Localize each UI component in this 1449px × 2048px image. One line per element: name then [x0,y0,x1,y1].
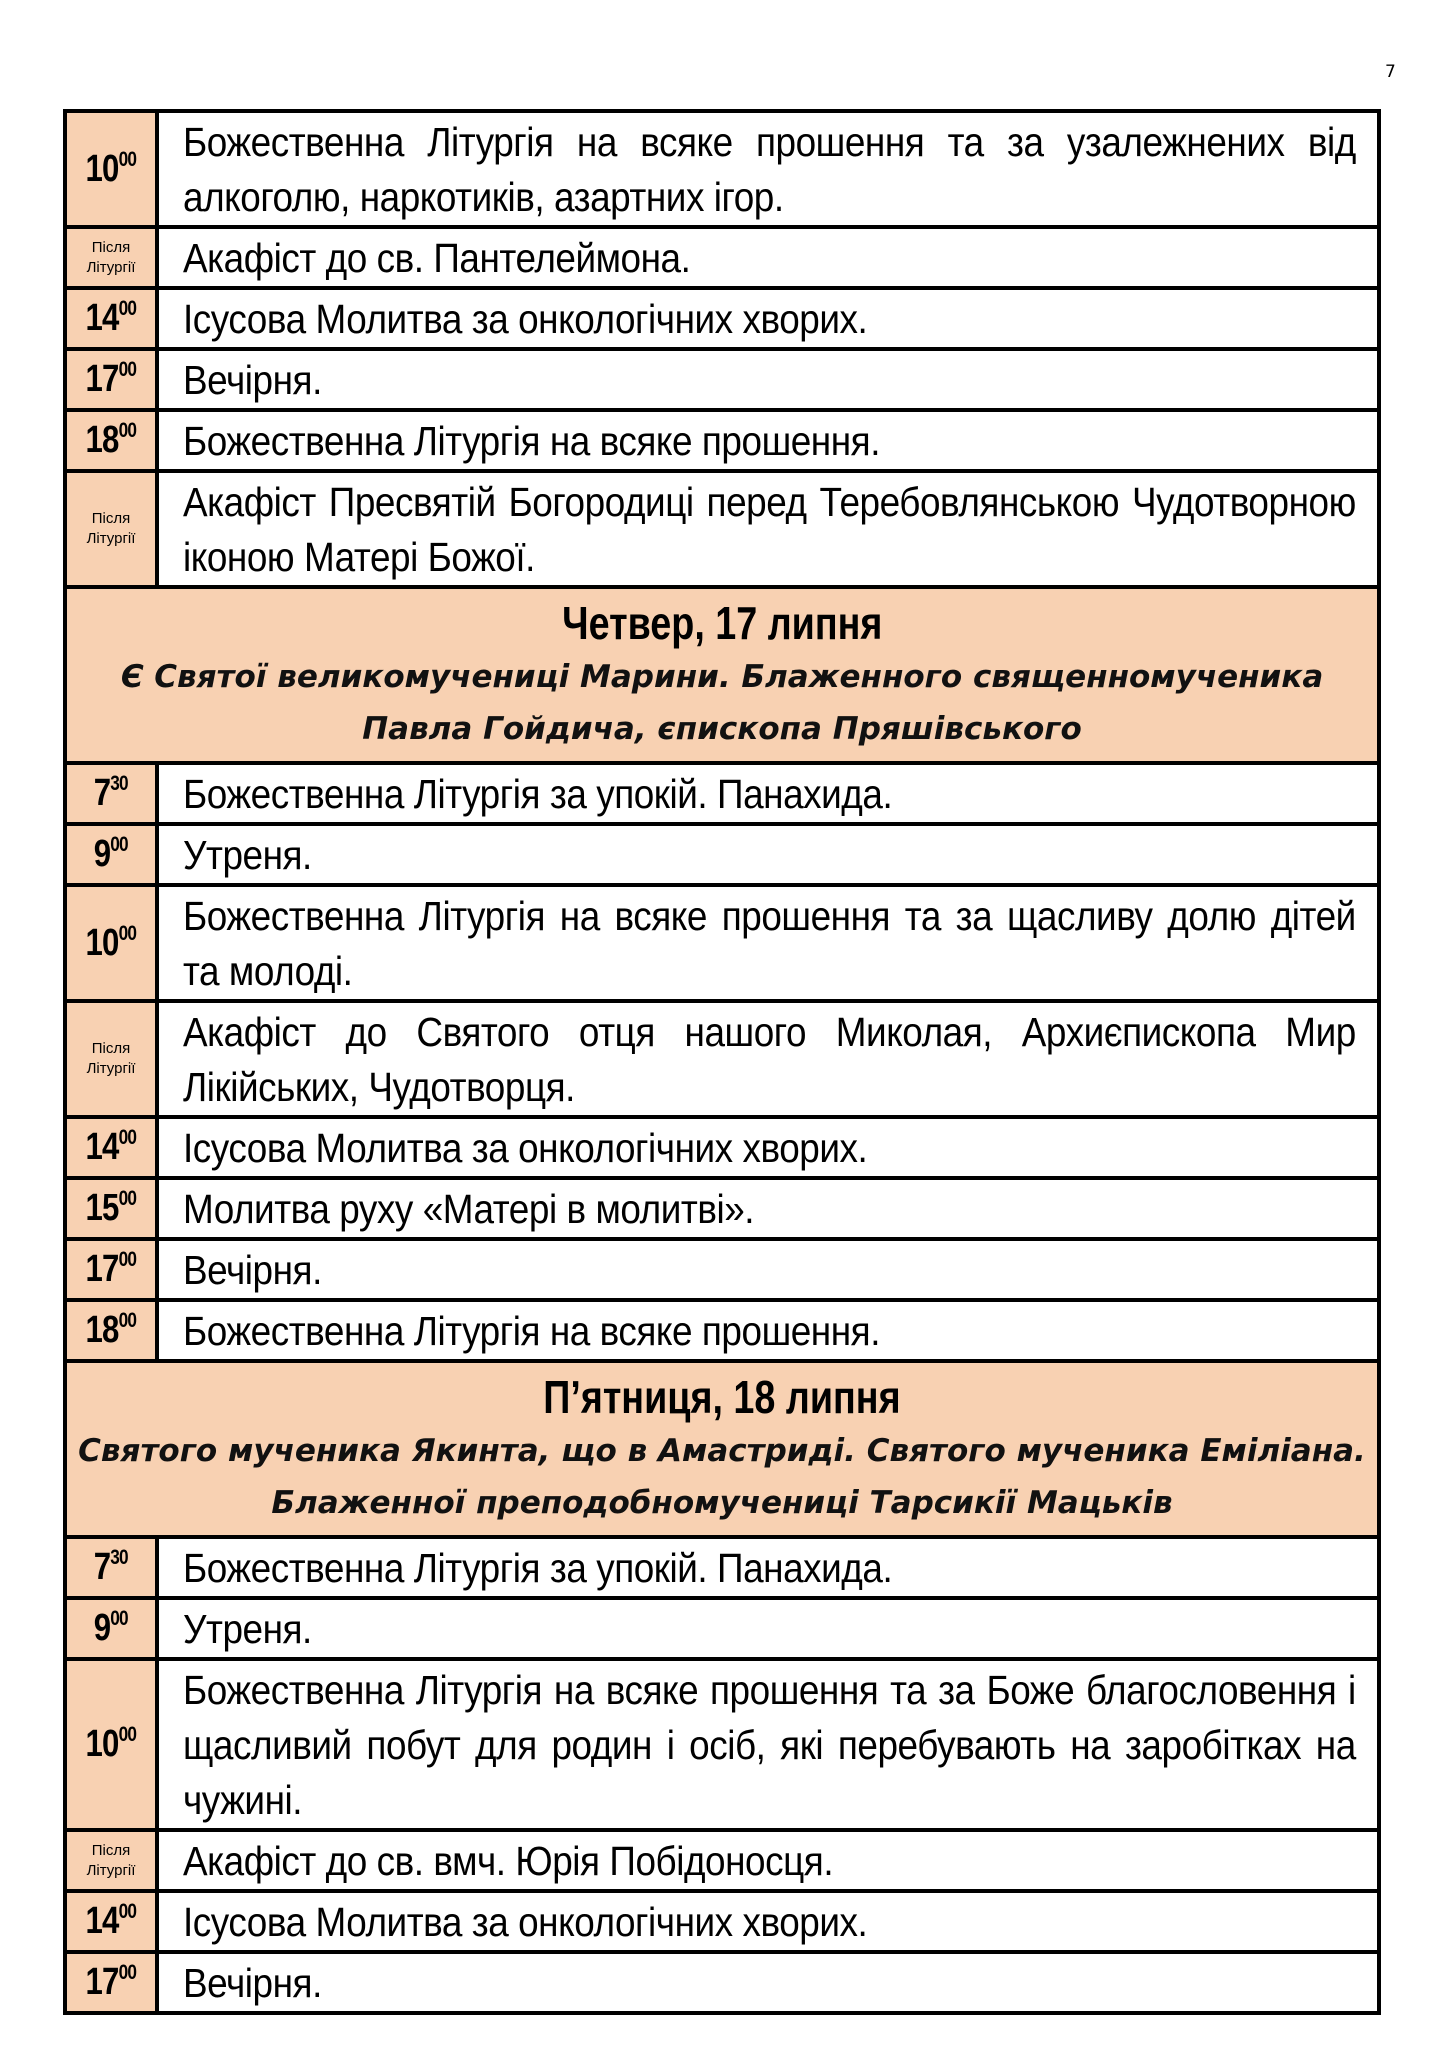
schedule-body [65,111,1379,2013]
day-title: П’ятниця, 18 липня [543,1371,901,1423]
time-minute: 00 [118,1961,137,1984]
day-header-cell [65,1361,1379,1537]
schedule-row [65,1001,1379,1117]
time-minute: 00 [118,1309,137,1332]
schedule-row [65,1300,1379,1361]
event-text: Божественна Літургія на всяке прошення. [183,418,880,464]
time-cell [65,1952,157,2013]
event-cell [157,824,1379,885]
time-cell [65,349,157,410]
day-header-row [65,587,1379,763]
event-text: Вечірня. [183,1247,322,1293]
time-minute: 00 [118,1187,137,1210]
time-value [86,1961,137,2004]
schedule-row [65,288,1379,349]
time-cell [65,471,157,587]
time-hour: 14 [85,1126,119,1168]
schedule-row [65,1537,1379,1598]
time-minute: 00 [118,297,137,320]
time-minute: 00 [118,1126,137,1149]
event-cell [157,1659,1379,1830]
schedule-row [65,1952,1379,2013]
time-hour: 7 [93,772,111,814]
event-text: Вечірня. [183,1960,322,2006]
time-hour: 10 [85,147,119,190]
time-cell [65,1178,157,1239]
time-value [94,1607,128,1650]
event-text: Акафіст до св. вмч. Юрія Побідоносця. [183,1838,834,1884]
time-value [94,833,128,876]
schedule-row [65,111,1379,227]
time-value [86,922,137,965]
event-text: Вечірня. [183,357,322,403]
time-cell [65,288,157,349]
time-cell [65,1239,157,1300]
event-cell [157,1239,1379,1300]
time-value [86,419,137,462]
schedule-table [63,109,1381,2015]
event-text: Божественна Літургія на всяке прошення. [183,1308,880,1354]
event-cell [157,227,1379,288]
schedule-row [65,471,1379,587]
event-cell [157,1952,1379,2013]
event-text: Утреня. [183,832,312,878]
time-hour: 18 [85,419,119,461]
time-cell [65,1891,157,1952]
event-text: Божественна Літургія на всяке прошення та за узалежнених від алкоголю, наркотиків, азартних ігор. [183,119,1356,220]
time-hour: 7 [93,1546,111,1588]
event-cell [157,111,1379,227]
event-cell [157,1598,1379,1659]
event-text: Божественна Літургія за упокій. Панахида. [183,1545,893,1591]
time-hour: 9 [93,1607,111,1649]
schedule-row [65,1830,1379,1891]
feast-description: Святого мученика Якинта, що в Амастриді. Святого мученика Еміліана. Блаженної преподобномучениці Тарсикії Мацьків [78,1433,1366,1521]
schedule-row [65,227,1379,288]
day-header-cell [65,587,1379,763]
time-value [86,1309,137,1352]
event-text: Ісусова Молитва за онкологічних хворих. [183,1899,868,1945]
time-minute: 00 [118,921,137,945]
time-cell [65,1300,157,1361]
time-minute: 00 [118,1723,137,1746]
time-value [86,1248,137,1291]
schedule-row [65,1178,1379,1239]
time-minute: 00 [118,1900,137,1923]
time-cell [65,1001,157,1117]
time-cell [65,1830,157,1891]
time-minute: 00 [118,358,137,381]
time-cell [65,824,157,885]
schedule-row [65,1598,1379,1659]
time-minute: 00 [118,419,137,442]
schedule-row [65,1117,1379,1178]
time-value [86,1126,137,1169]
time-hour: 17 [85,1961,119,2003]
time-hour: 9 [93,833,111,875]
event-cell [157,1830,1379,1891]
feast-description: Є Святої великомучениці Марини. Блаженного священномученика Павла Гойдича, єпископа Пряшівського [120,659,1324,747]
time-cell [65,1598,157,1659]
time-hour: 17 [85,358,119,400]
event-cell [157,410,1379,471]
time-hour: 10 [85,921,119,964]
time-cell [65,1117,157,1178]
time-value [86,1187,137,1230]
time-value [86,1900,137,1943]
event-text: Акафіст Пресвятій Богородиці перед Теребовлянською Чудотворною іконою Матері Божої. [183,479,1356,580]
time-hour: 14 [85,297,119,339]
day-header-row [65,1361,1379,1537]
event-text: Божественна Літургія на всяке прошення та за щасливу долю дітей та молоді. [183,893,1356,994]
time-label: Після Літургії [86,510,136,547]
time-hour: 15 [85,1187,119,1229]
event-text: Божественна Літургія на всяке прошення та за Боже благословення і щасливий побут для родин і осіб, які перебувають на заробітках на чужині. [183,1667,1356,1823]
event-cell [157,1300,1379,1361]
page-number: 7 [1385,62,1396,82]
event-text: Ісусова Молитва за онкологічних хворих. [183,296,868,342]
event-cell [157,471,1379,587]
event-text: Ісусова Молитва за онкологічних хворих. [183,1125,868,1171]
time-cell [65,410,157,471]
schedule-row [65,885,1379,1001]
event-cell [157,1001,1379,1117]
time-hour: 17 [85,1248,119,1290]
time-cell [65,763,157,824]
time-minute: 30 [110,1546,129,1569]
schedule-row [65,349,1379,410]
time-minute: 00 [118,1248,137,1271]
time-label: Після Літургії [86,1841,136,1879]
time-cell [65,111,157,227]
time-value [86,358,137,401]
day-title: Четвер, 17 липня [561,597,883,649]
event-text: Божественна Літургія за упокій. Панахида. [183,771,893,817]
event-cell [157,885,1379,1001]
time-minute: 00 [110,833,129,856]
time-value [94,1546,128,1589]
event-cell [157,349,1379,410]
event-cell [157,1117,1379,1178]
event-text: Молитва руху «Матері в молитві». [183,1186,755,1232]
schedule-row [65,763,1379,824]
time-cell [65,885,157,1001]
event-cell [157,1178,1379,1239]
schedule-row [65,824,1379,885]
time-value [86,297,137,340]
time-hour: 10 [85,1723,119,1765]
schedule-row [65,1891,1379,1952]
time-cell [65,1537,157,1598]
schedule-row [65,410,1379,471]
event-text: Акафіст до Святого отця нашого Миколая, Архиєпископа Мир Лікійських, Чудотворця. [183,1009,1356,1110]
time-minute: 30 [110,772,129,795]
time-cell [65,1659,157,1830]
event-text: Утреня. [183,1606,312,1652]
event-cell [157,288,1379,349]
time-hour: 14 [85,1900,119,1942]
event-cell [157,763,1379,824]
time-value [94,772,128,815]
time-label: Після Літургії [86,1040,136,1077]
time-hour: 18 [85,1309,119,1351]
time-minute: 00 [110,1607,129,1630]
event-text: Акафіст до св. Пантелеймона. [183,235,691,281]
event-cell [157,1891,1379,1952]
event-cell [157,1537,1379,1598]
time-label: Після Літургії [86,238,136,276]
time-minute: 00 [118,147,137,171]
time-value [86,1723,137,1766]
time-value [86,148,137,191]
schedule-row [65,1659,1379,1830]
schedule-row [65,1239,1379,1300]
time-cell [65,227,157,288]
